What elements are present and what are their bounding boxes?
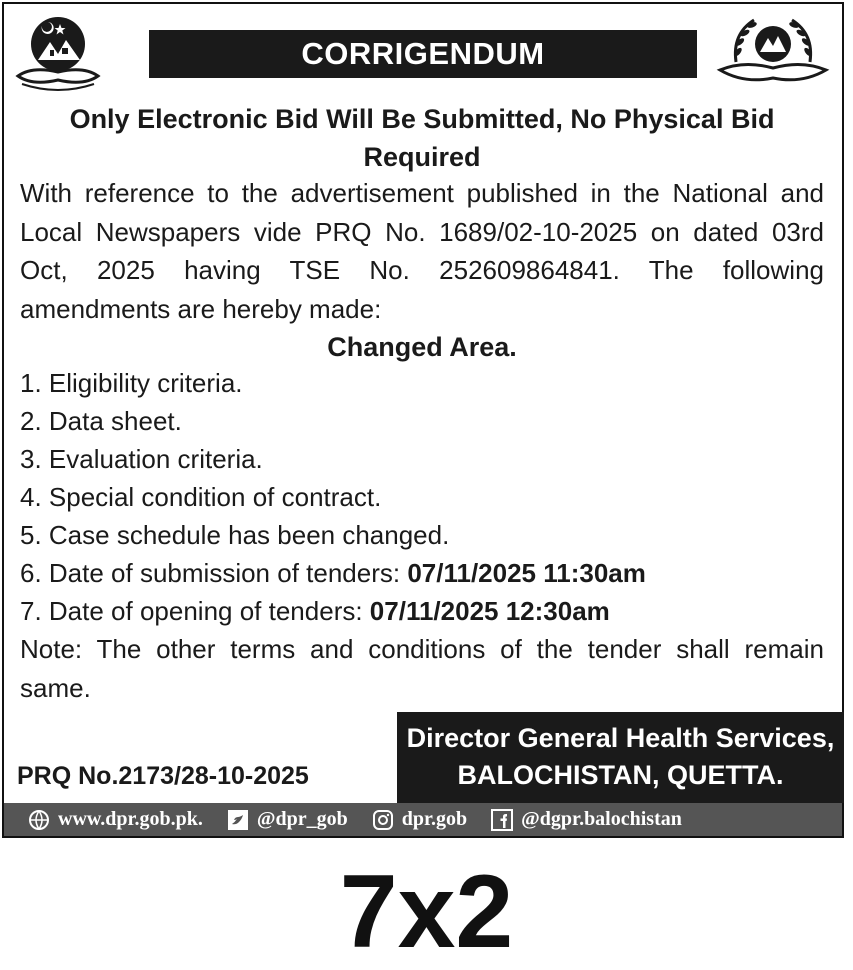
instagram-handle[interactable]: dpr.gob (401, 808, 468, 830)
headline: Only Electronic Bid Will Be Submitted, No Physical Bid Required (69, 104, 775, 172)
note-text: Note: The other terms and conditions of the tender shall remain same. (20, 634, 824, 703)
list-item: 2. Data sheet. (20, 406, 182, 436)
instagram-icon (372, 809, 394, 831)
list-item: 5. Case schedule has been changed. (20, 520, 450, 550)
twitter-handle[interactable]: @dpr_gob (256, 808, 348, 830)
footer-bar (4, 803, 842, 836)
list-item: 3. Evaluation criteria. (20, 444, 263, 474)
footer-website[interactable] (28, 803, 203, 836)
twitter-icon (227, 809, 249, 831)
page-title: CORRIGENDUM (149, 30, 697, 78)
signature-line-2: BALOCHISTAN, QUETTA. (457, 760, 784, 790)
footer-twitter[interactable] (227, 803, 348, 836)
globe-icon (28, 809, 50, 831)
signature-block (397, 712, 844, 803)
list-item: 4. Special condition of contract. (20, 482, 382, 512)
list-item: 1. Eligibility criteria. (20, 368, 243, 398)
facebook-icon (491, 809, 513, 831)
dgpr-seal-icon (714, 12, 832, 92)
intro-paragraph: With reference to the advertisement published in the National and Local Newspapers vide PRQ No. 1689/02-10-2025 on dated 03rd Oct, 2025 having TSE No. 252609864841. The following amendments are hereby made: (20, 178, 824, 324)
section-title: Changed Area. (327, 332, 517, 362)
list-item: 7. Date of opening of tenders: 07/11/2025 12:30am (20, 596, 610, 626)
submission-datetime: 07/11/2025 11:30am (407, 558, 646, 588)
prq-number: PRQ No.2173/28-10-2025 (17, 762, 309, 790)
amendment-list (20, 364, 824, 630)
signature-line-1: Director General Health Services, (406, 723, 835, 753)
balochistan-emblem-icon (12, 14, 104, 94)
footer-facebook[interactable] (491, 803, 682, 836)
facebook-handle[interactable]: @dgpr.balochistan (521, 808, 682, 830)
opening-datetime: 07/11/2025 12:30am (369, 596, 610, 626)
list-item: 6. Date of submission of tenders: 07/11/2025 11:30am (20, 558, 646, 588)
ad-size-label: 7x2 (339, 854, 514, 970)
footer-instagram[interactable] (372, 803, 467, 836)
website-link[interactable]: www.dpr.gob.pk. (58, 808, 203, 830)
